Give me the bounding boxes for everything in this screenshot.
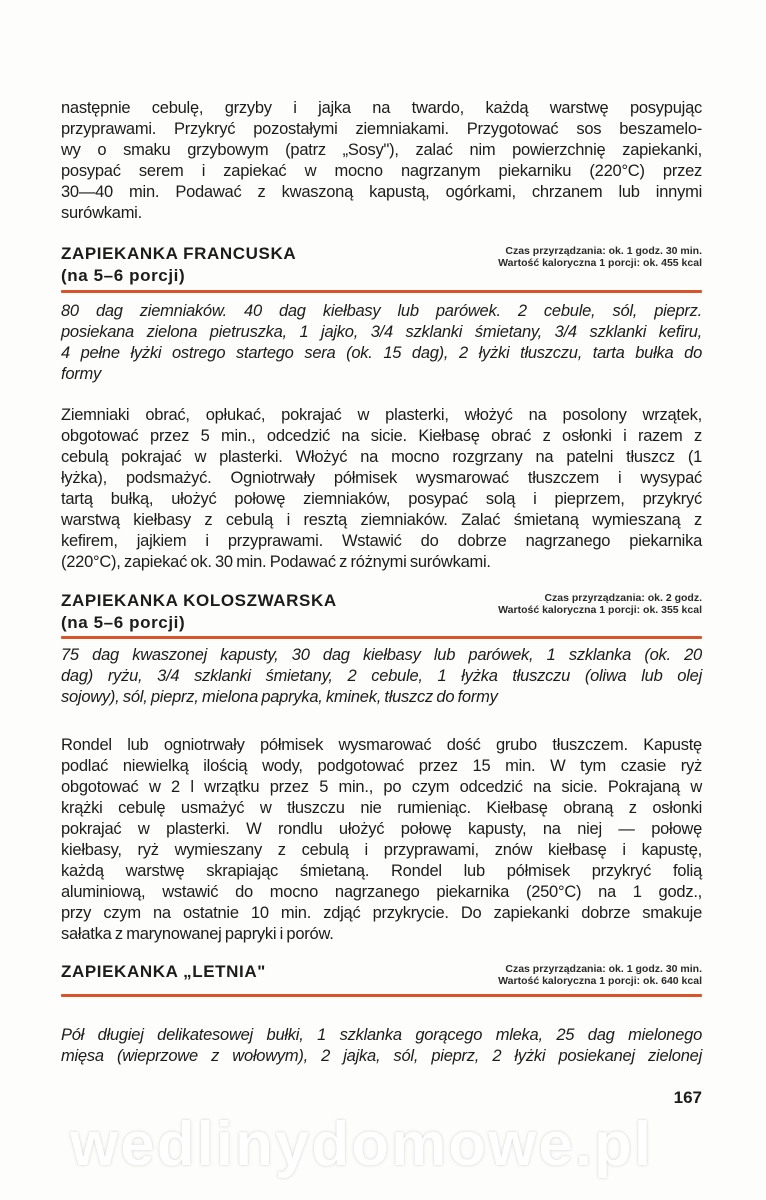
text-line: podlać niewielką ilością wody, podgotować przez 15 min. W tym czasie ryż <box>61 757 702 775</box>
calories: Wartość kaloryczna 1 porcji: ok. 455 kcal <box>498 257 702 269</box>
prep-time: Czas przyrządzania: ok. 2 godz. <box>544 592 702 604</box>
page-number: 167 <box>673 1088 702 1107</box>
recipe-title: ZAPIEKANKA KOLOSZWARSKA <box>61 591 337 610</box>
recipe-title: ZAPIEKANKA FRANCUSKA <box>61 244 297 263</box>
watermark: wedlinydomowe.pl <box>70 1110 654 1179</box>
text-line: sojowy), sól, pieprz, mielona papryka, kminek, tłuszcz do formy <box>61 688 498 706</box>
text-line: kefirem, jajkiem i przyprawami. Wstawić do dobrze nagrzanego piekarnika <box>61 532 702 550</box>
text-line: (220°C), zapiekać ok. 30 min. Podawać z różnymi surówkami. <box>61 553 491 571</box>
text-line: kiełbasy, ryż wymieszany z cebulą i przyprawami, znów kiełbasę i kapustę, <box>61 841 702 859</box>
text-line: przyprawami. Przykryć pozostałymi ziemniakami. Przygotować sos beszamelo- <box>61 120 702 138</box>
recipe-header-koloszwarska <box>61 590 702 634</box>
text-line: cebulą pokrajać w plasterki. Włożyć na mocno rozgrzany na patelni tłuszcz (1 <box>61 448 702 466</box>
ingredients-list <box>61 1025 702 1067</box>
page-column <box>61 98 702 1067</box>
text-line: łyżka), podsmażyć. Ogniotrwały półmisek wysmarować tłuszczem i wysypać <box>61 469 702 487</box>
intro-paragraph <box>61 98 702 224</box>
text-line: 80 dag ziemniaków. 40 dag kiełbasy lub parówek. 2 cebule, sól, pieprz. <box>61 302 702 320</box>
text-line: krążki cebulę usmażyć w tłuszczu nie rumieniąc. Kiełbasę obraną z osłonki <box>61 799 702 817</box>
prep-time: Czas przyrządzania: ok. 1 godz. 30 min. <box>505 245 702 257</box>
text-line: 4 pełne łyżki ostrego startego sera (ok. 15 dag), 2 łyżki tłuszczu, tarta bułka do <box>61 344 702 362</box>
text-line: obgotować przez 5 min., odcedzić na sicie. Kiełbasę obrać z osłonki i razem z <box>61 427 702 445</box>
text-line: dag) ryżu, 3/4 szklanki śmietany, 2 cebule, 1 łyżka tłuszczu (oliwa lub olej <box>61 667 702 685</box>
text-line: posiekana zielona pietruszka, 1 jajko, 3/4 szklanki śmietany, 3/4 szklanki kefiru, <box>61 323 702 341</box>
recipe-portions: (na 5–6 porcji) <box>61 613 186 632</box>
section-rule <box>61 636 702 639</box>
text-line: Ziemniaki obrać, opłukać, pokrajać w plasterki, włożyć na posolony wrzątek, <box>61 406 702 424</box>
text-line: surówkami. <box>61 204 142 222</box>
ingredients-list <box>61 301 702 385</box>
recipe-meta <box>498 592 702 616</box>
recipe-header-francuska <box>61 243 702 287</box>
text-line: każdą warstwę skrapiając śmietaną. Rondel lub półmisek przykryć folią <box>61 862 702 880</box>
recipe-meta <box>498 245 702 269</box>
calories: Wartość kaloryczna 1 porcji: ok. 355 kcal <box>498 604 702 616</box>
calories: Wartość kaloryczna 1 porcji: ok. 640 kcal <box>498 975 702 987</box>
section-rule <box>61 290 702 293</box>
text-line: warstwą kiełbasy z cebulą i resztą ziemniaków. Zalać śmietaną wymieszaną z <box>61 511 702 529</box>
text-line: następnie cebulę, grzyby i jajka na twardo, każdą warstwę posypując <box>61 99 702 117</box>
text-line: formy <box>61 365 101 383</box>
method-paragraph <box>61 405 702 573</box>
text-line: posypać serem i zapiekać w mocno nagrzanym piekarniku (220°C) przez <box>61 162 702 180</box>
text-line: mięsa (wieprzowe z wołowym), 2 jajka, sól, pieprz, 2 łyżki posiekanej zielonej <box>61 1047 702 1065</box>
text-line: przy czym na ostatnie 10 min. zdjąć przykrycie. Do zapiekanki dobrze smakuje <box>61 904 702 922</box>
text-line: 30—40 min. Podawać z kwaszoną kapustą, ogórkami, chrzanem lub innymi <box>61 183 702 201</box>
text-line: aluminiową, wstawić do mocno nagrzanego piekarnika (250°C) na 1 godz., <box>61 883 702 901</box>
prep-time: Czas przyrządzania: ok. 1 godz. 30 min. <box>505 963 702 975</box>
section-rule <box>61 994 702 997</box>
recipe-header-letnia <box>61 961 702 987</box>
method-paragraph <box>61 735 702 945</box>
recipe-title: ZAPIEKANKA „LETNIA" <box>61 962 266 981</box>
text-line: wy o smaku grzybowym (patrz „Sosy"), zalać nim powierzchnię zapiekanki, <box>61 141 702 159</box>
recipe-meta <box>498 963 702 987</box>
recipe-portions: (na 5–6 porcji) <box>61 266 186 285</box>
text-line: tartą bułką, ułożyć połowę ziemniaków, posypać solą i pieprzem, przykryć <box>61 490 702 508</box>
text-line: pokrajać w plasterki. W rondlu ułożyć połowę kapusty, na niej — połowę <box>61 820 702 838</box>
text-line: obgotować w 2 l wrzątku przez 5 min., po czym odcedzić na sicie. Pokrajaną w <box>61 778 702 796</box>
text-line: Pół długiej delikatesowej bułki, 1 szklanka gorącego mleka, 25 dag mielonego <box>61 1026 702 1044</box>
ingredients-list <box>61 645 702 708</box>
text-line: 75 dag kwaszonej kapusty, 30 dag kiełbasy lub parówek, 1 szklanka (ok. 20 <box>61 646 702 664</box>
text-line: sałatka z marynowanej papryki i porów. <box>61 925 334 943</box>
text-line: Rondel lub ogniotrwały półmisek wysmarować dość grubo tłuszczem. Kapustę <box>61 736 702 754</box>
